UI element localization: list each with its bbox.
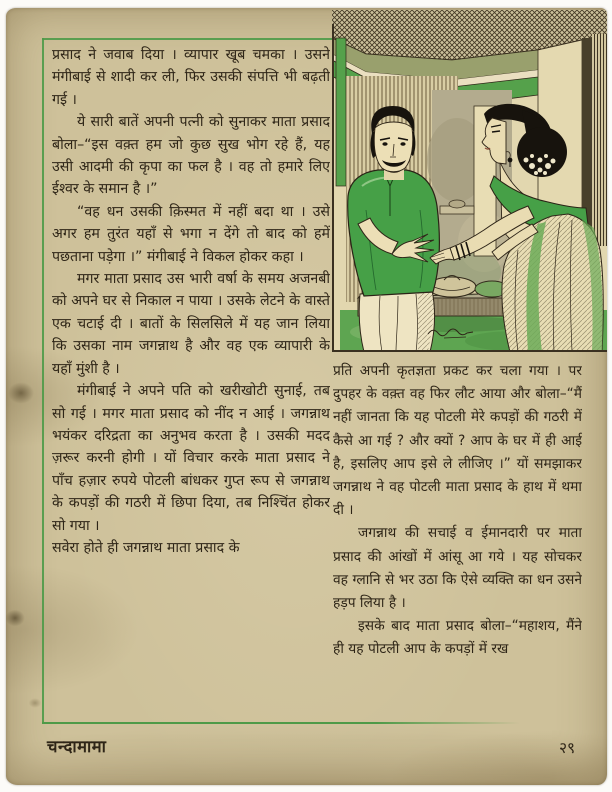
kitchen-scene-drawing bbox=[332, 10, 607, 352]
story-paragraph: ये सारी बातें अपनी पत्नी को सुनाकर माता प्रसाद बोला–“इस वक़्त हम जो कुछ सुख भोग रहे हैं, यह उसी आदमी की कृपा का फल है । वह तो हमारे लिए ईश्वर के समान है ।” bbox=[52, 114, 330, 198]
story-paragraph: सवेरा होते ही जगन्नाथ माता प्रसाद के bbox=[52, 539, 240, 556]
page-number: २९ bbox=[559, 739, 576, 757]
magazine-page bbox=[6, 8, 607, 785]
story-paragraph: प्रति अपनी कृतज्ञता प्रकट कर चला गया । पर दुपहर के वक़्त वह फिर लौट आया और बोला–“मैं नहीं जानता कि यह पोटली मेरे कपड़ों की गठरी में कैसे आ गई ? और क्यों ? आप के घर में ही आई है, इसलिए आप इसे ले लीजिए ।” यों समझाकर जगन्नाथ ने वह पोटली माता प्रसाद के हाथ में थमा दी । bbox=[333, 363, 582, 519]
story-illustration bbox=[332, 10, 607, 352]
text-frame-top-line bbox=[42, 38, 333, 40]
text-frame-left-line bbox=[42, 38, 44, 723]
paper-crease-mark bbox=[6, 378, 39, 408]
story-paragraph: “वह धन उसकी क़िस्मत में नहीं बदा था । उसे अगर हम तुरंत यहाँ से भगा न देंगे तो बाद को हमें पछताना पड़ेगा ।” मंगीबाई ने विकल होकर कहा । bbox=[52, 203, 330, 265]
story-paragraph: मगर माता प्रसाद उस भारी वर्षा के समय अजनबी को अपने घर से निकाल न पाया । उसके लेटने के वास्ते एक चटाई दी । बातों के सिलसिले में यह जान लिया कि उसका नाम जगन्नाथ है और वह एक व्यापारी के यहाँ मुंशी है । bbox=[52, 271, 330, 377]
right-text-column bbox=[333, 360, 582, 726]
paper-stain bbox=[6, 606, 29, 630]
story-paragraph: प्रसाद ने जवाब दिया । व्यापार खूब चमका । उसने मंगीबाई से शादी कर ली, फिर उसकी संपत्ति भी बढ़ती गई । bbox=[52, 47, 330, 108]
magazine-title: चन्दामामा bbox=[47, 737, 107, 756]
story-paragraph: इसके बाद माता प्रसाद बोला–“महाशय, मैंने ही यह पोटली आप के कपड़ों में रख bbox=[333, 618, 582, 658]
left-text-column bbox=[52, 44, 330, 722]
story-paragraph: मंगीबाई ने अपने पति को खरीखोटी सुनाई, तब सो गई । मगर माता प्रसाद को नींद न आई । जगन्नाथ भयंकर दरिद्रता का अनुभव करता है । उसकी मदद ज़रूर करनी होगी । यों विचार करके माता प्रसाद ने पाँच हज़ार रुपये पोटली बांधकर गुप्त रूप से जगन्नाथ के कपड़ों की गठरी में छिपा दिया, तब निश्चिंत होकर सो गया । bbox=[52, 383, 330, 534]
story-paragraph: जगन्नाथ की सचाई व ईमानदारी पर माता प्रसाद की आंखों में आंसू आ गये । यह सोचकर वह ग्लानि से भर उठा कि ऐसे व्यक्ति का धन उसने हड़प लिया है । bbox=[333, 525, 582, 612]
